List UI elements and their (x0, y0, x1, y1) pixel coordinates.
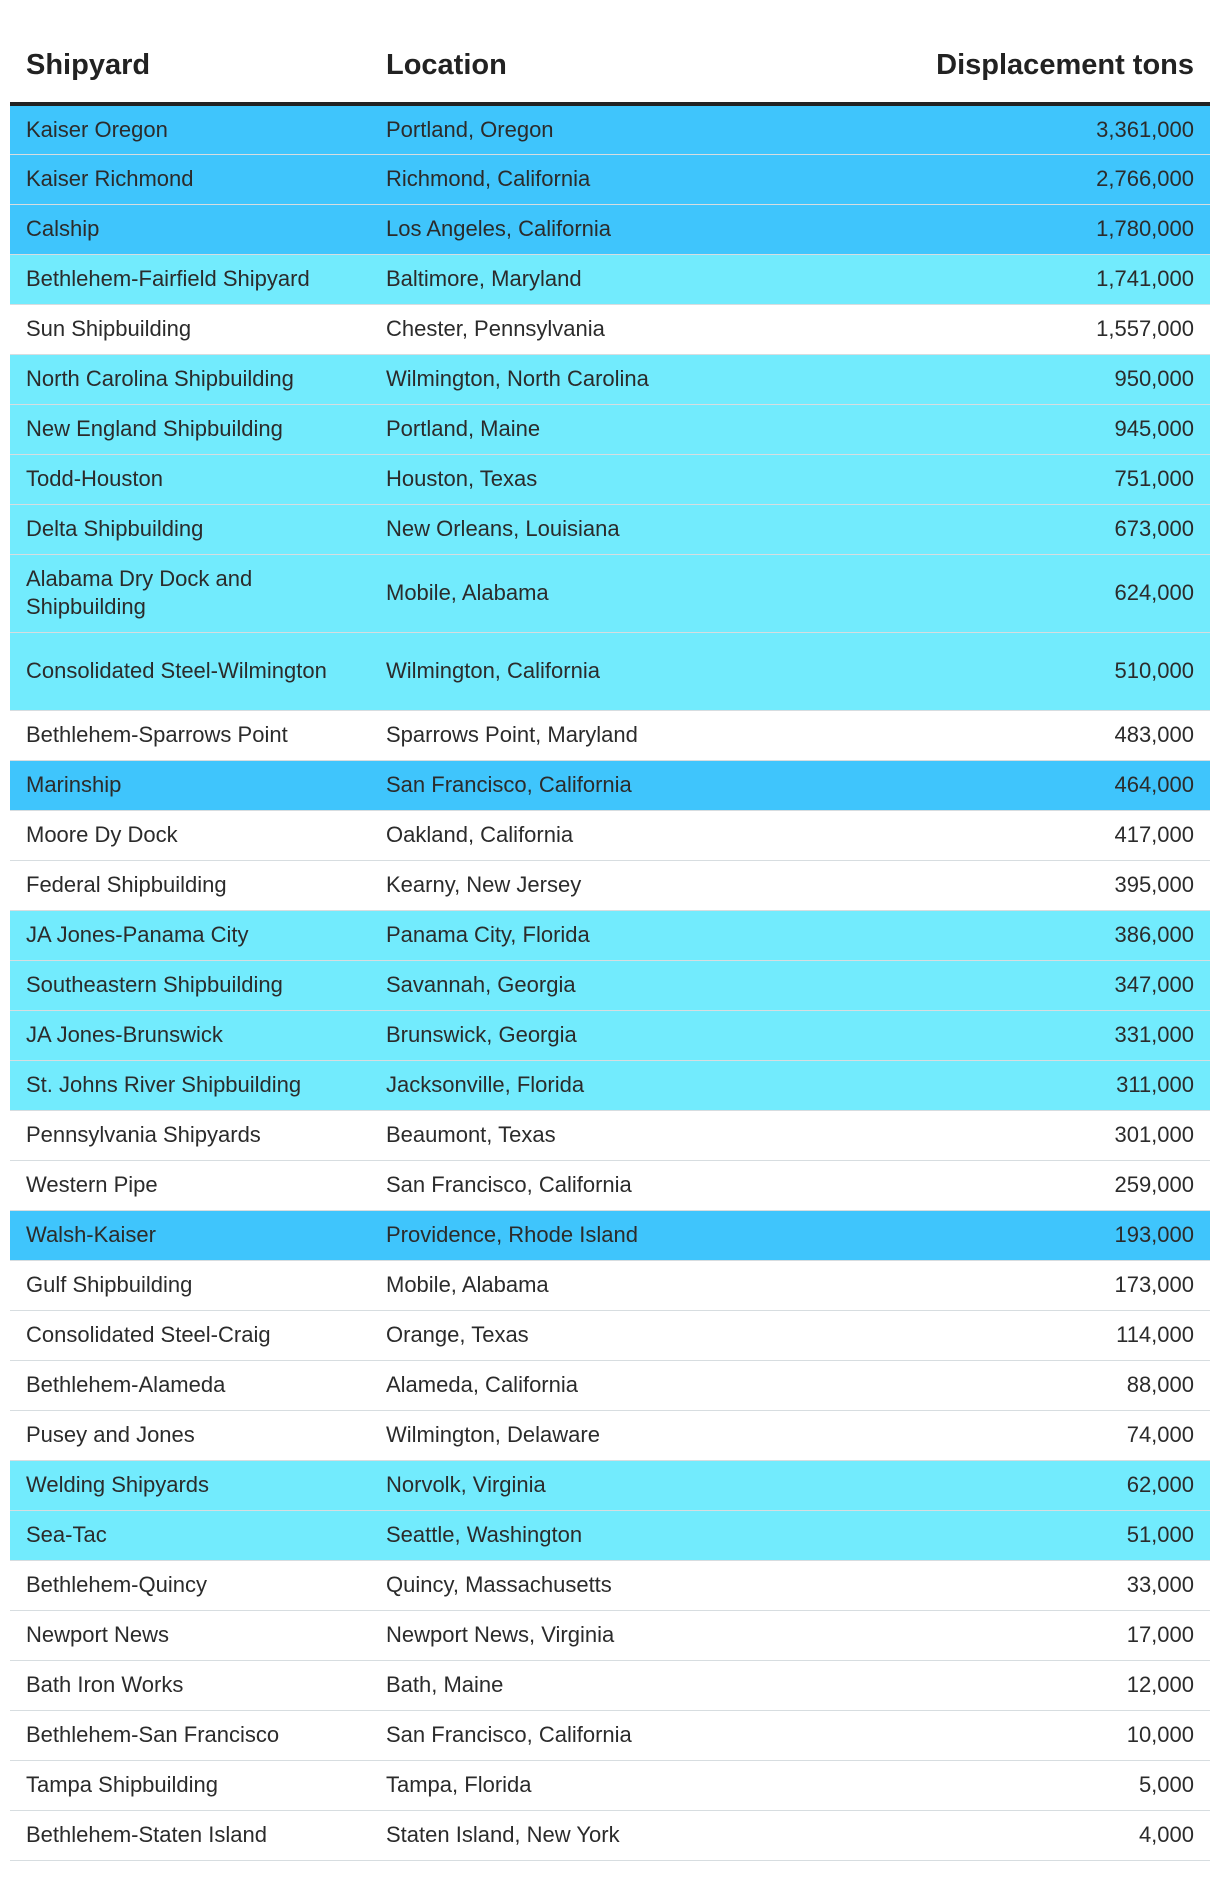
cell-displacement-tons: 12,000 (850, 1660, 1210, 1710)
table-row (10, 860, 1210, 910)
cell-location: Houston, Texas (370, 454, 850, 504)
cell-shipyard: Pennsylvania Shipyards (10, 1110, 370, 1160)
cell-location: Orange, Texas (370, 1310, 850, 1360)
cell-displacement-tons: 464,000 (850, 760, 1210, 810)
cell-displacement-tons: 417,000 (850, 810, 1210, 860)
cell-displacement-tons: 33,000 (850, 1560, 1210, 1610)
table-row (10, 1810, 1210, 1860)
cell-shipyard: Todd-Houston (10, 454, 370, 504)
cell-location: Wilmington, North Carolina (370, 354, 850, 404)
cell-displacement-tons: 1,557,000 (850, 304, 1210, 354)
header-displacement-tons: Displacement tons (850, 0, 1210, 104)
cell-displacement-tons: 301,000 (850, 1110, 1210, 1160)
table-row (10, 760, 1210, 810)
table-row (10, 1760, 1210, 1810)
cell-location: Portland, Oregon (370, 104, 850, 154)
cell-location: Savannah, Georgia (370, 960, 850, 1010)
cell-shipyard: Delta Shipbuilding (10, 504, 370, 554)
cell-shipyard: Kaiser Oregon (10, 104, 370, 154)
cell-location: Oakland, California (370, 810, 850, 860)
cell-location: Sparrows Point, Maryland (370, 710, 850, 760)
cell-shipyard: Kaiser Richmond (10, 154, 370, 204)
cell-location: San Francisco, California (370, 1710, 850, 1760)
header-row (10, 0, 1210, 104)
cell-displacement-tons: 347,000 (850, 960, 1210, 1010)
cell-shipyard: St. Johns River Shipbuilding (10, 1060, 370, 1110)
shipyard-table-container (10, 0, 1210, 1861)
cell-displacement-tons: 10,000 (850, 1710, 1210, 1760)
cell-shipyard: Bethlehem-Alameda (10, 1360, 370, 1410)
cell-displacement-tons: 114,000 (850, 1310, 1210, 1360)
table-row (10, 254, 1210, 304)
cell-displacement-tons: 751,000 (850, 454, 1210, 504)
cell-location: Jacksonville, Florida (370, 1060, 850, 1110)
table-row (10, 154, 1210, 204)
cell-displacement-tons: 945,000 (850, 404, 1210, 454)
table-row (10, 1660, 1210, 1710)
cell-shipyard: Sun Shipbuilding (10, 304, 370, 354)
cell-location: Newport News, Virginia (370, 1610, 850, 1660)
cell-shipyard: Pusey and Jones (10, 1410, 370, 1460)
table-row (10, 1560, 1210, 1610)
cell-location: Kearny, New Jersey (370, 860, 850, 910)
cell-shipyard: Bethlehem-Sparrows Point (10, 710, 370, 760)
table-row (10, 1410, 1210, 1460)
table-row (10, 810, 1210, 860)
cell-shipyard: Calship (10, 204, 370, 254)
cell-location: Mobile, Alabama (370, 1260, 850, 1310)
shipyard-table (10, 0, 1210, 1861)
cell-displacement-tons: 62,000 (850, 1460, 1210, 1510)
cell-location: Beaumont, Texas (370, 1110, 850, 1160)
cell-location: Norvolk, Virginia (370, 1460, 850, 1510)
table-row (10, 1510, 1210, 1560)
table-row (10, 1110, 1210, 1160)
table-row (10, 1710, 1210, 1760)
table-row (10, 632, 1210, 710)
cell-shipyard: Bath Iron Works (10, 1660, 370, 1710)
table-row (10, 1460, 1210, 1510)
cell-shipyard: JA Jones-Brunswick (10, 1010, 370, 1060)
cell-shipyard: JA Jones-Panama City (10, 910, 370, 960)
cell-displacement-tons: 395,000 (850, 860, 1210, 910)
table-header (10, 0, 1210, 104)
cell-shipyard: Tampa Shipbuilding (10, 1760, 370, 1810)
cell-location: New Orleans, Louisiana (370, 504, 850, 554)
cell-displacement-tons: 3,361,000 (850, 104, 1210, 154)
cell-displacement-tons: 311,000 (850, 1060, 1210, 1110)
table-row (10, 1260, 1210, 1310)
cell-displacement-tons: 1,780,000 (850, 204, 1210, 254)
cell-shipyard: Federal Shipbuilding (10, 860, 370, 910)
cell-displacement-tons: 386,000 (850, 910, 1210, 960)
cell-shipyard: Bethlehem-Fairfield Shipyard (10, 254, 370, 304)
table-row (10, 1360, 1210, 1410)
cell-location: Tampa, Florida (370, 1760, 850, 1810)
cell-shipyard: Alabama Dry Dock and Shipbuilding (10, 554, 370, 632)
cell-shipyard: New England Shipbuilding (10, 404, 370, 454)
cell-displacement-tons: 51,000 (850, 1510, 1210, 1560)
cell-displacement-tons: 483,000 (850, 710, 1210, 760)
cell-location: Alameda, California (370, 1360, 850, 1410)
cell-location: Portland, Maine (370, 404, 850, 454)
cell-location: Brunswick, Georgia (370, 1010, 850, 1060)
cell-location: Providence, Rhode Island (370, 1210, 850, 1260)
table-row (10, 1060, 1210, 1110)
cell-location: Chester, Pennsylvania (370, 304, 850, 354)
cell-displacement-tons: 950,000 (850, 354, 1210, 404)
cell-shipyard: Newport News (10, 1610, 370, 1660)
cell-shipyard: Consolidated Steel-Wilmington (10, 632, 370, 710)
cell-displacement-tons: 673,000 (850, 504, 1210, 554)
cell-displacement-tons: 510,000 (850, 632, 1210, 710)
table-row (10, 1310, 1210, 1360)
cell-shipyard: Walsh-Kaiser (10, 1210, 370, 1260)
table-row (10, 354, 1210, 404)
cell-shipyard: Moore Dy Dock (10, 810, 370, 860)
cell-location: San Francisco, California (370, 1160, 850, 1210)
table-row (10, 960, 1210, 1010)
table-row (10, 304, 1210, 354)
table-row (10, 1160, 1210, 1210)
cell-shipyard: Bethlehem-Staten Island (10, 1810, 370, 1860)
cell-displacement-tons: 4,000 (850, 1810, 1210, 1860)
cell-shipyard: Welding Shipyards (10, 1460, 370, 1510)
table-row (10, 104, 1210, 154)
cell-location: Staten Island, New York (370, 1810, 850, 1860)
cell-location: Baltimore, Maryland (370, 254, 850, 304)
table-row (10, 910, 1210, 960)
cell-displacement-tons: 17,000 (850, 1610, 1210, 1660)
cell-shipyard: Bethlehem-San Francisco (10, 1710, 370, 1760)
table-row (10, 1210, 1210, 1260)
cell-displacement-tons: 259,000 (850, 1160, 1210, 1210)
cell-shipyard: Bethlehem-Quincy (10, 1560, 370, 1610)
table-row (10, 710, 1210, 760)
cell-location: San Francisco, California (370, 760, 850, 810)
cell-displacement-tons: 173,000 (850, 1260, 1210, 1310)
cell-shipyard: Sea-Tac (10, 1510, 370, 1560)
cell-shipyard: Southeastern Shipbuilding (10, 960, 370, 1010)
cell-displacement-tons: 193,000 (850, 1210, 1210, 1260)
cell-displacement-tons: 74,000 (850, 1410, 1210, 1460)
cell-location: Mobile, Alabama (370, 554, 850, 632)
table-body (10, 104, 1210, 1860)
cell-location: Quincy, Massachusetts (370, 1560, 850, 1610)
cell-location: Los Angeles, California (370, 204, 850, 254)
table-row (10, 454, 1210, 504)
cell-location: Wilmington, California (370, 632, 850, 710)
cell-displacement-tons: 1,741,000 (850, 254, 1210, 304)
cell-displacement-tons: 331,000 (850, 1010, 1210, 1060)
table-row (10, 1610, 1210, 1660)
cell-displacement-tons: 2,766,000 (850, 154, 1210, 204)
cell-shipyard: Western Pipe (10, 1160, 370, 1210)
table-row (10, 554, 1210, 632)
cell-location: Bath, Maine (370, 1660, 850, 1710)
header-shipyard: Shipyard (10, 0, 370, 104)
table-row (10, 404, 1210, 454)
table-row (10, 1010, 1210, 1060)
table-row (10, 204, 1210, 254)
cell-location: Panama City, Florida (370, 910, 850, 960)
cell-displacement-tons: 88,000 (850, 1360, 1210, 1410)
cell-location: Seattle, Washington (370, 1510, 850, 1560)
cell-displacement-tons: 624,000 (850, 554, 1210, 632)
cell-shipyard: North Carolina Shipbuilding (10, 354, 370, 404)
table-row (10, 504, 1210, 554)
cell-shipyard: Gulf Shipbuilding (10, 1260, 370, 1310)
cell-shipyard: Consolidated Steel-Craig (10, 1310, 370, 1360)
cell-shipyard: Marinship (10, 760, 370, 810)
cell-location: Wilmington, Delaware (370, 1410, 850, 1460)
cell-displacement-tons: 5,000 (850, 1760, 1210, 1810)
header-location: Location (370, 0, 850, 104)
cell-location: Richmond, California (370, 154, 850, 204)
